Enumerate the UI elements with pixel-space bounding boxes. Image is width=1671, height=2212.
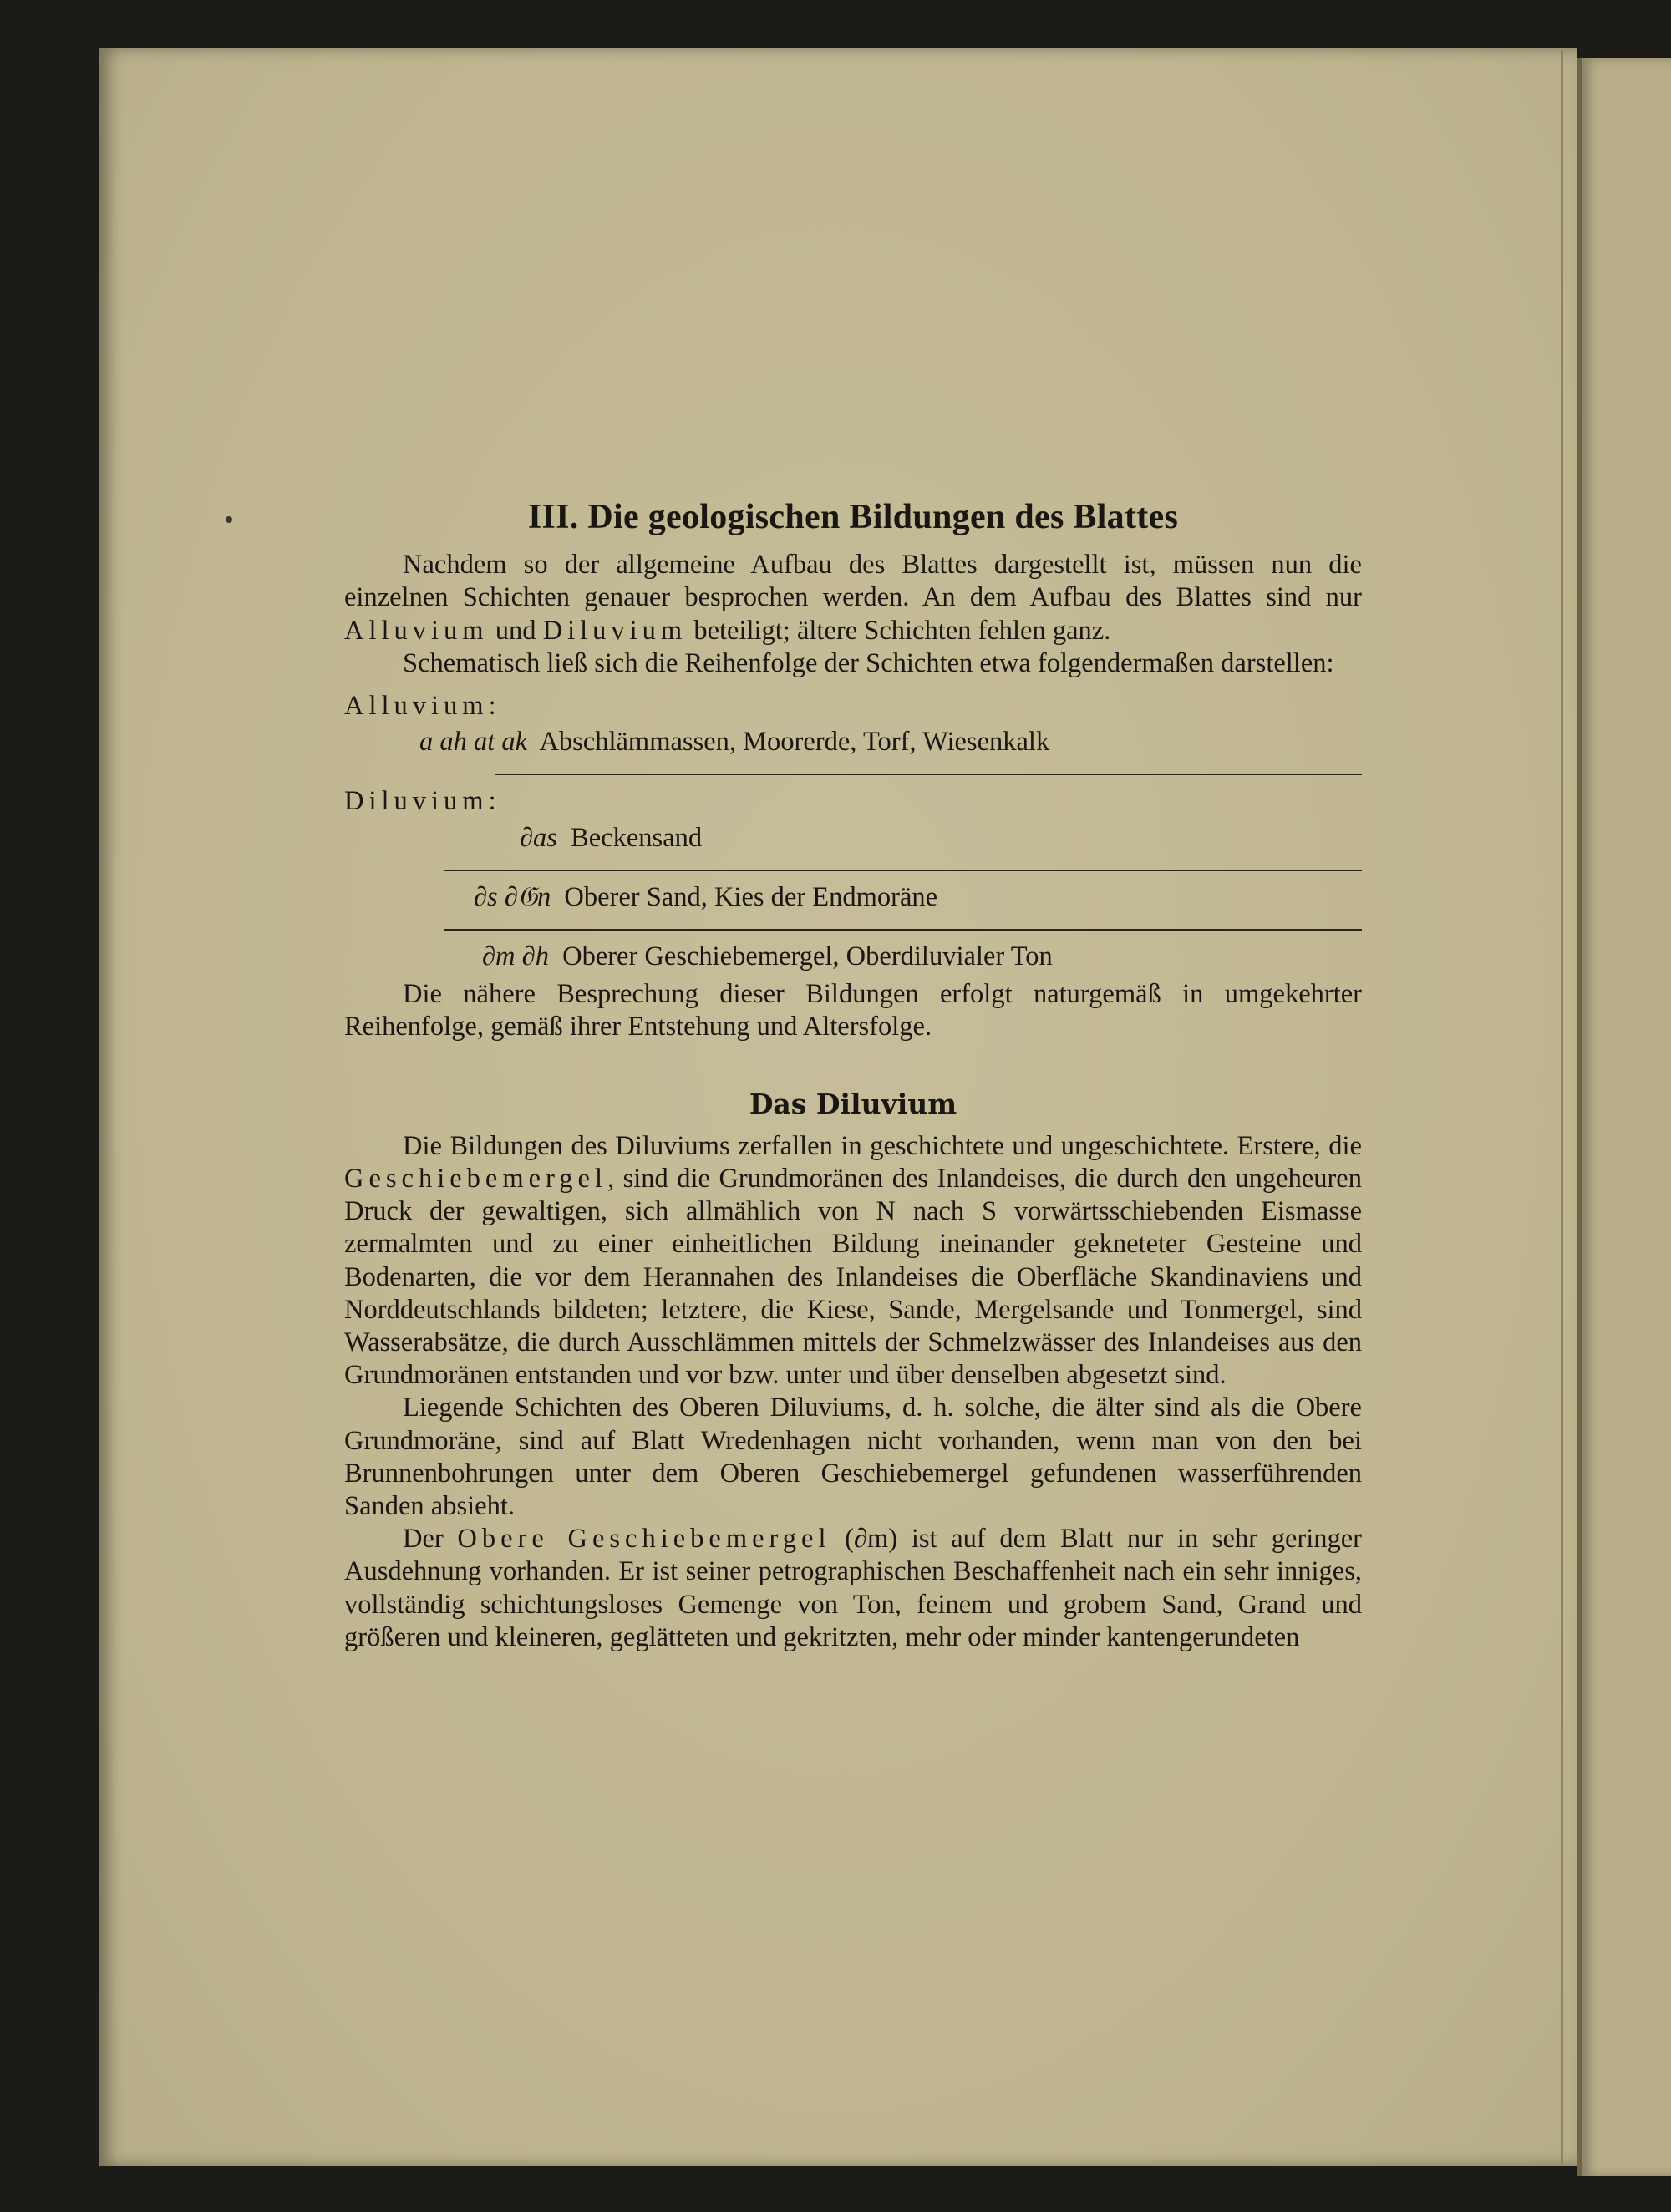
order-paragraph: Die nähere Besprechung dieser Bildungen erfolgt naturgemäß in umgekehrter Reihenfolge, gemäß ihrer Entstehung und Altersfolge. — [344, 979, 1362, 1043]
diluvium-row-2-description: Oberer Sand, Kies der Endmoräne — [564, 881, 938, 912]
diluvium-text-4: (∂m) ist auf dem Blatt nur in sehr geringer Ausdehnung vorhanden. Er ist seiner petrographischen Beschaffenheit nach ein sehr inniges, vollständig schichtungsloses Gemenge von Ton, feinem und grobem Sand, Grand und größeren und kleineren, geglätteten und gekritzten, mehr oder minder kantengerundeten — [344, 1524, 1363, 1652]
diluvium-emphasis: Diluvium — [542, 615, 688, 646]
diluvium-text-2: , sind die Grundmoränen des Inlandeises, die durch den ungeheuren Druck der gewaltigen, sich allmählich von N nach S vorwärtsschiebenden Eismasse zermalmten und zu einer einheitlichen Bildung ineinander gekneteter Gesteine und Bodenarten, die vor dem Herannahen des Inlandeises die Oberfläche Skandinaviens und Norddeutschlands bildeten; letztere, die Kiese, Sande, Mergelsande und Tonmergel, sind Wasserabsätze, die durch Ausschlämmen mittels der Schmelzwässer des Inlandeises aus den Grundmoränen entstanden und vor bzw. unter und über denselben abgesetzt sind. — [344, 1164, 1362, 1391]
alluvium-description: Abschlämmassen, Moorerde, Torf, Wiesenkalk — [539, 727, 1050, 758]
diluvium-row-2-symbols: ∂s ∂𝔊n — [474, 881, 551, 912]
intro-paragraph-1 — [344, 549, 1362, 647]
diluvium-text-3: Der — [403, 1524, 458, 1555]
divider-diluvium-2 — [444, 929, 1362, 931]
intro-text-3: beteiligt; ältere Schichten fehlen ganz. — [687, 615, 1111, 646]
intro-text-1: Nachdem so der allgemeine Aufbau des Blattes dargestellt ist, müssen nun die einzelnen Schichten genauer besprochen werden. An dem Aufbau des Blattes sind nur — [344, 550, 1362, 613]
page-content — [344, 498, 1363, 1654]
diluvium-row-3-symbols: ∂m ∂h — [482, 941, 549, 972]
diluvium-row-2 — [344, 881, 1362, 914]
divider-alluvium — [495, 774, 1362, 775]
intro-paragraph-2: Schematisch ließ sich die Reihenfolge der Schichten etwa folgendermaßen darstellen: — [403, 647, 1334, 678]
alluvium-symbols: a ah at ak — [419, 727, 528, 758]
ink-speck — [226, 516, 232, 523]
diluvium-paragraph-1 — [344, 1130, 1362, 1393]
obere-geschiebemergel-emphasis: Obere Geschiebemergel — [457, 1524, 831, 1555]
alluvium-emphasis: Alluvium — [344, 615, 489, 646]
diluvium-row-1-symbols: ∂as — [520, 822, 557, 853]
intro-text-2: und — [488, 615, 543, 646]
adjacent-page-edge — [1577, 58, 1671, 2176]
section-title: Das Diluvium — [749, 1087, 957, 1120]
diluvium-row-1-description: Beckensand — [571, 822, 703, 853]
page-edge — [1561, 50, 1563, 2164]
divider-diluvium-1 — [444, 870, 1362, 871]
chapter-title: III. Die geologischen Bildungen des Blattes — [527, 498, 1179, 536]
diluvium-text-1: Die Bildungen des Diluviums zerfallen in geschichtete und ungeschichtete. Erstere, die — [403, 1130, 1362, 1161]
alluvium-row — [344, 726, 1362, 758]
alluvium-label: Alluvium: — [344, 691, 501, 722]
diluvium-row-3-description: Oberer Geschiebemergel, Oberdiluvialer Ton — [562, 941, 1053, 972]
diluvium-paragraph-2: Liegende Schichten des Oberen Diluviums, d. h. solche, die älter sind als die Obere Grundmoräne, sind auf Blatt Wredenhagen nicht vorhanden, wenn man von den bei Brunnenbohrungen unter dem Oberen Geschiebemergel gefundenen wasserführenden Sanden absieht. — [344, 1393, 1362, 1522]
geschiebemergel-emphasis: Geschiebemergel — [344, 1164, 607, 1195]
diluvium-row-3 — [344, 941, 1362, 973]
diluvium-label: Diluvium: — [344, 786, 501, 817]
diluvium-row-1 — [344, 822, 1362, 855]
diluvium-paragraph-3 — [344, 1523, 1362, 1654]
